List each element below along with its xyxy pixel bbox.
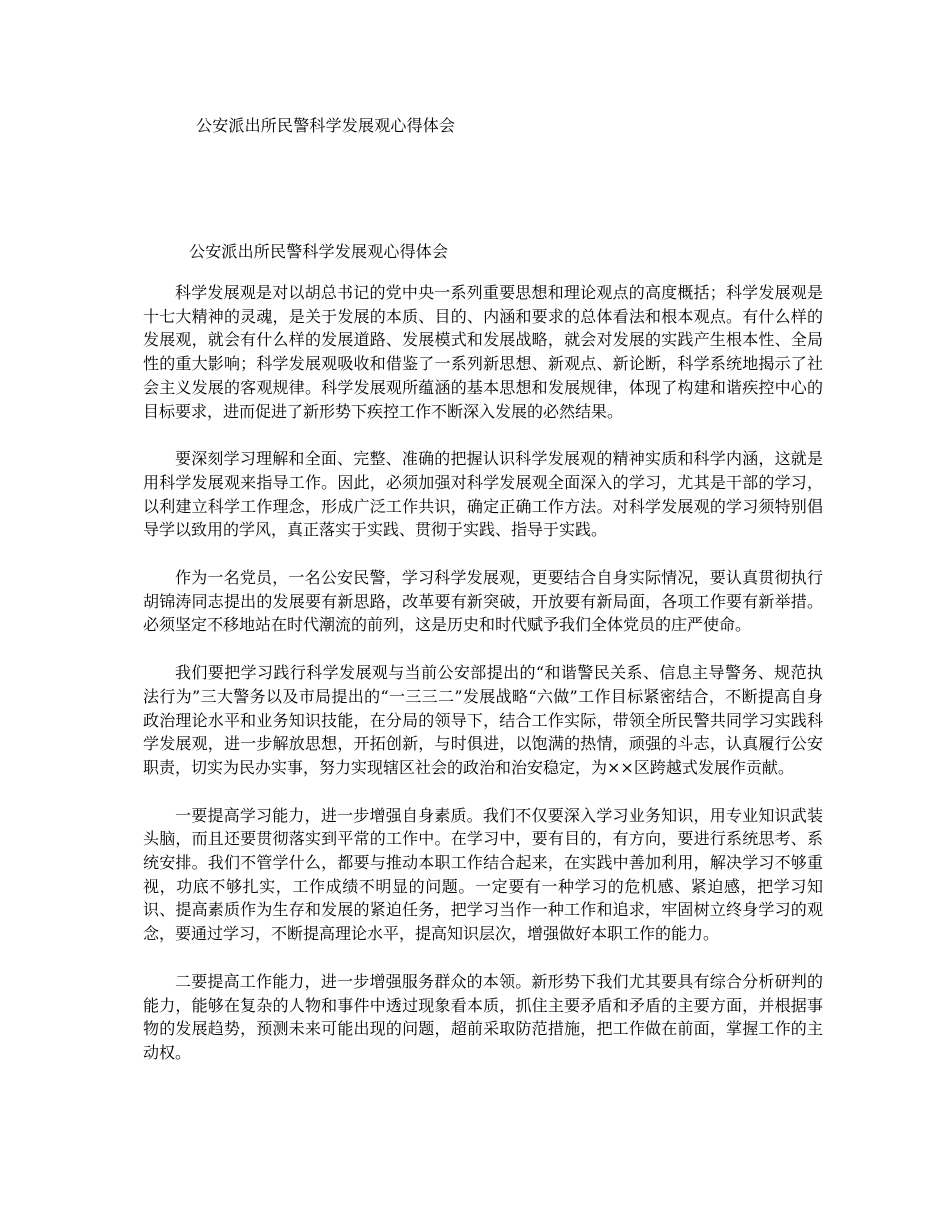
header-title: 公安派出所民警科学发展观心得体会 bbox=[196, 116, 456, 135]
paragraph: 科学发展观是对以胡总书记的党中央一系列重要思想和理论观点的高度概括；科学发展观是十七大精神的灵魂，是关于发展的本质、目的、内涵和要求的总体看法和根本观点。有什么样的发展观，就会有什么样的发展道路、发展模式和发展战略，就会对发展的实践产生根本性、全局性的重大影响；科学发展观吸收和借鉴了一系列新思想、新观点、新论断，科学系统地揭示了社会主义发展的客观规律。科学发展观所蕴涵的基本思想和发展规律，体现了构建和谐疾控中心的目标要求，进而促进了新形势下疾控工作不断深入发展的必然结果。 bbox=[143, 283, 823, 421]
document-body bbox=[143, 281, 823, 1089]
paragraph: 二要提高工作能力，进一步增强服务群众的本领。新形势下我们尤其要具有综合分析研判的能力，能够在复杂的人物和事件中透过现象看本质，抓住主要矛盾和矛盾的主要方面，并根据事物的发展趋势，预测未来可能出现的问题，超前采取防范措施，把工作做在前面，掌握工作的主动权。 bbox=[143, 971, 823, 1062]
paragraph: 一要提高学习能力，进一步增强自身素质。我们不仅要深入学习业务知识，用专业知识武装头脑，而且还要贯彻落实到平常的工作中。在学习中，要有目的，有方向，要进行系统思考、系统安排。我们不管学什么，都要与推动本职工作结合起来，在实践中善加利用，解决学习不够重视，功底不够扎实，工作成绩不明显的问题。一定要有一种学习的危机感、紧迫感，把学习知识、提高素质作为生存和发展的紧迫任务，把学习当作一种工作和追求，牢固树立终身学习的观念，要通过学习，不断提高理论水平，提高知识层次，增强做好本职工作的能力。 bbox=[143, 805, 823, 944]
paragraph: 作为一名党员，一名公安民警，学习科学发展观，更要结合自身实际情况，要认真贯彻执行胡锦涛同志提出的发展要有新思路，改革要有新突破，开放要有新局面，各项工作要有新举措。必须坚定不移地站在时代潮流的前列，这是历史和时代赋予我们全体党员的庄严使命。 bbox=[143, 568, 823, 635]
document-title: 公安派出所民警科学发展观心得体会 bbox=[189, 242, 449, 261]
paragraph: 要深刻学习理解和全面、完整、准确的把握认识科学发展观的精神实质和科学内涵，这就是用科学发展观来指导工作。因此，必须加强对科学发展观全面深入的学习，尤其是干部的学习，以利建立科学工作理念，形成广泛工作共识，确定正确工作方法。对科学发展观的学习须特别倡导学以致用的学风，真正落实于实践、贯彻于实践、指导于实践。 bbox=[143, 449, 823, 540]
paragraph: 我们要把学习践行科学发展观与当前公安部提出的“和谐警民关系、信息主导警务、规范执法行为”三大警务以及市局提出的“一三三二”发展战略“六做”工作目标紧密结合，不断提高自身政治理论水平和业务知识技能，在分局的领导下，结合工作实际，带领全所民警共同学习实践科学发展观，进一步解放思想，开拓创新，与时俱进，以饱满的热情，顽强的斗志，认真履行公安职责，切实为民办实事，努力实现辖区社会的政治和治安稳定，为××区跨越式发展作贡献。 bbox=[143, 663, 823, 777]
